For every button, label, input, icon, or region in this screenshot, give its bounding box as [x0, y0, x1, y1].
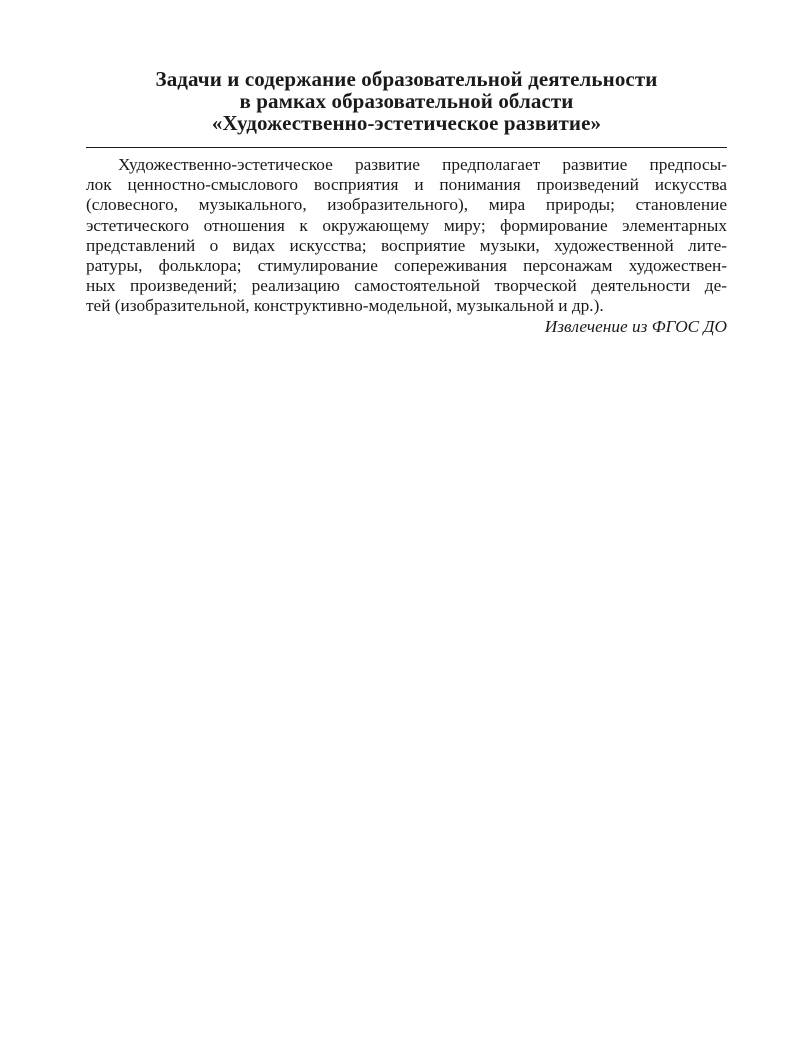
paragraph-line: ных произведений; реализацию самостоятельной творческой деятельности де-: [86, 276, 727, 296]
source-citation: Извлечение из ФГОС ДО: [544, 316, 727, 336]
heading-line-2: в рамках образовательной области: [239, 89, 574, 113]
heading-divider: [86, 147, 727, 148]
paragraph-line: тей (изобразительной, конструктивно-модельной, музыкальной и др.).: [86, 296, 604, 316]
section-heading: [86, 68, 727, 134]
paragraph-line: представлений о видах искусства; восприятие музыки, художественной лите-: [86, 235, 727, 255]
heading-line-3: «Художественно-эстетическое развитие»: [211, 111, 602, 135]
paragraph-line: лок ценностно-смыслового восприятия и понимания произведений искусства: [86, 175, 727, 195]
paragraph-line: ратуры, фольклора; стимулирование сопереживания персонажам художествен-: [86, 256, 727, 276]
body-paragraph: [86, 155, 727, 317]
paragraph-line: (словесного, музыкального, изобразительного), мира природы; становление: [86, 195, 727, 215]
document-page: [86, 68, 727, 337]
paragraph-line: эстетического отношения к окружающему миру; формирование элементарных: [86, 215, 727, 235]
heading-line-1: Задачи и содержание образовательной деятельности: [155, 67, 658, 91]
paragraph-line: Художественно-эстетическое развитие предполагает развитие предпосы-: [118, 155, 727, 174]
